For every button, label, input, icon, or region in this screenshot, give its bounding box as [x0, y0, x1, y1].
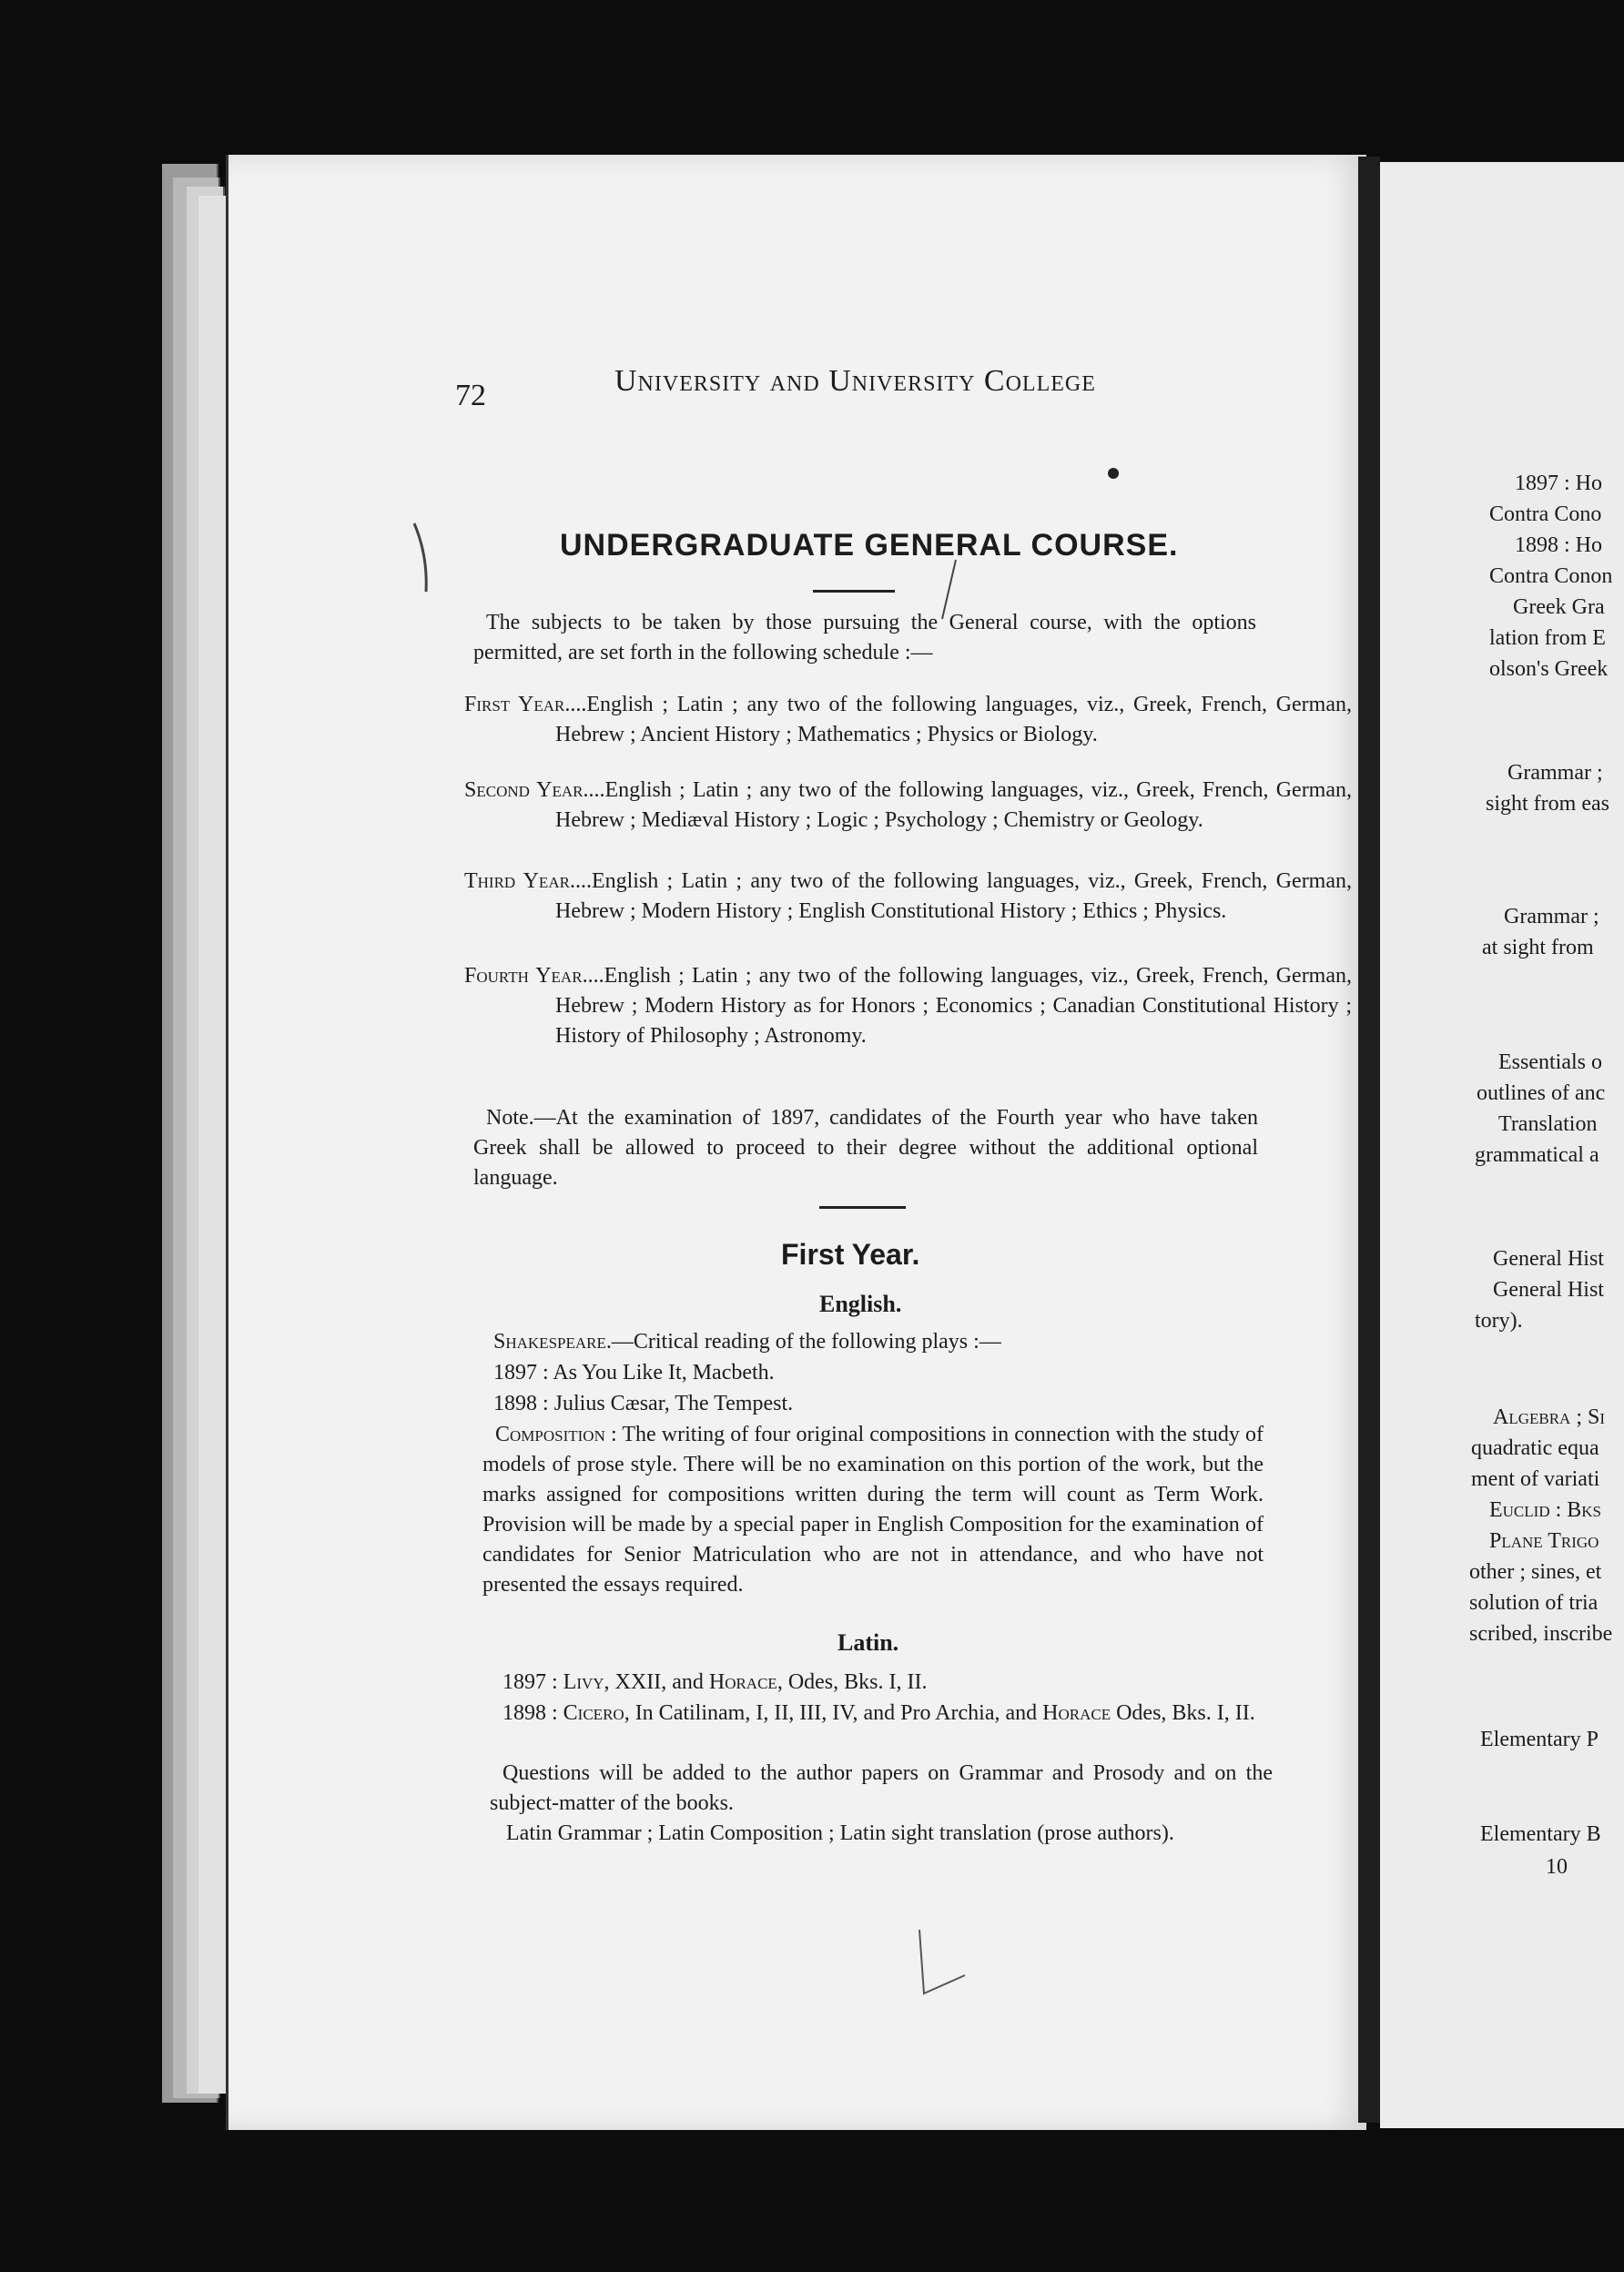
right-fragment: Elementary B	[1480, 1822, 1601, 1846]
right-fragment: grammatical a	[1475, 1143, 1599, 1167]
page-number: 72	[455, 379, 486, 412]
author-horace: Horace	[708, 1670, 777, 1694]
right-fragment: Translation	[1498, 1112, 1598, 1136]
note-paragraph: Note.—At the examination of 1897, candidates of the Fourth year who have taken Greek shall be allowed to proceed to their degree without the additional optional language.	[473, 1106, 1258, 1190]
right-page-number: 10	[1546, 1855, 1568, 1879]
right-fragment: General Hist	[1493, 1247, 1604, 1271]
english-heading: English.	[819, 1291, 902, 1317]
shakespeare-text: —Critical reading of the following plays :—	[611, 1330, 1001, 1354]
right-fragment: olson's Greek	[1489, 657, 1609, 681]
right-fragment: solution of tria	[1469, 1591, 1599, 1615]
latin-text: , XXII, and	[604, 1670, 709, 1694]
right-fragment: Plane Trigo	[1489, 1529, 1599, 1553]
right-fragment: at sight from	[1482, 936, 1594, 959]
year-text: ....English ; Latin ; any two of the following languages, viz., Greek, French, German, Hebrew ; Modern History ; English Constitutional History ; Ethics ; Physics.	[555, 869, 1353, 923]
latin-text: Odes, Bks. I, II.	[1111, 1701, 1255, 1725]
right-fragment: quadratic equa	[1471, 1436, 1599, 1460]
running-title: University and University College	[614, 364, 1096, 398]
composition-label: Composition :	[495, 1423, 617, 1446]
latin-text: , In Catilinam, I, II, III, IV, and Pro Archia, and	[624, 1701, 1043, 1725]
right-fragment: ment of variati	[1471, 1467, 1600, 1491]
latin-text: , Odes, Bks. I, II.	[776, 1670, 928, 1694]
author-livy: Livy	[563, 1670, 604, 1694]
latin-heading: Latin.	[837, 1629, 899, 1656]
right-fragment: 1897 : Ho	[1515, 472, 1602, 495]
year-text: ....English ; Latin ; any two of the following languages, viz., Greek, French, German, Hebrew ; Mediæval History ; Logic ; Psychology ; Chemistry or Geology.	[555, 778, 1352, 832]
first-year-heading: First Year.	[781, 1238, 920, 1271]
right-fragment: scribed, inscribe	[1469, 1622, 1613, 1646]
english-1897: 1897 : As You Like It, Macbeth.	[493, 1361, 775, 1384]
intro-paragraph: The subjects to be taken by those pursuing the General course, with the options permitted, are set forth in the following schedule :—	[473, 611, 1256, 664]
latin-requirements: Latin Grammar ; Latin Composition ; Latin sight translation (prose authors).	[506, 1821, 1174, 1845]
right-fragment: Algebra ; Si	[1493, 1405, 1606, 1429]
year-text: ....English ; Latin ; any two of the following languages, viz., Greek, French, German, Hebrew ; Modern History as for Honors ; Economics ; Canadian Constitutional History ; History of Philosophy ; Astronomy.	[555, 964, 1353, 1048]
right-fragment: lation from E	[1489, 626, 1606, 650]
right-fragment: outlines of anc	[1477, 1081, 1606, 1105]
right-fragment: 1898 : Ho	[1515, 533, 1602, 557]
right-fragment: Elementary P	[1480, 1728, 1599, 1751]
year-label: Third Year	[464, 869, 570, 893]
right-fragment: other ; sines, et	[1469, 1560, 1602, 1584]
right-fragment: Grammar ;	[1504, 905, 1599, 928]
author-horace: Horace	[1042, 1701, 1111, 1725]
year-label: Second Year	[464, 778, 584, 802]
year-label: Fourth Year	[464, 964, 583, 988]
right-fragment: Essentials o	[1498, 1050, 1602, 1074]
right-fragment: General Hist	[1493, 1278, 1604, 1302]
right-fragment: Contra Cono	[1489, 502, 1602, 526]
right-fragment: Contra Conon	[1489, 564, 1613, 588]
shakespeare-label: Shakespeare.	[493, 1330, 612, 1354]
right-fragment: sight from eas	[1486, 792, 1609, 816]
year-text: ....English ; Latin ; any two of the following languages, viz., Greek, French, German, Hebrew ; Ancient History ; Mathematics ; Physics or Biology.	[555, 693, 1352, 746]
latin-questions: Questions will be added to the author papers on Grammar and Prosody and on the subject-matter of the books.	[490, 1761, 1273, 1815]
author-cicero: Cicero	[563, 1701, 624, 1725]
right-fragment: Greek Gra	[1513, 595, 1605, 619]
page-title: UNDERGRADUATE GENERAL COURSE.	[560, 528, 1179, 563]
right-fragment: Grammar ;	[1507, 761, 1603, 785]
right-fragment: Euclid : Bks	[1489, 1498, 1602, 1522]
composition-text: The writing of four original compositions in connection with the study of models of prose style. There will be no examination on this portion of the work, but the marks assigned for compositions written during the term will count as Term Work. Provision will be made by a special paper in English Composition for the examination of candidates for Senior Matriculation who are not in attendance, and who have not presented the essays required.	[482, 1423, 1264, 1597]
english-1898: 1898 : Julius Cæsar, The Tempest.	[493, 1392, 794, 1415]
year-prefix: 1897 :	[502, 1670, 563, 1694]
right-fragment: tory).	[1475, 1309, 1523, 1333]
year-label: First Year	[464, 693, 565, 716]
year-prefix: 1898 :	[502, 1701, 563, 1725]
